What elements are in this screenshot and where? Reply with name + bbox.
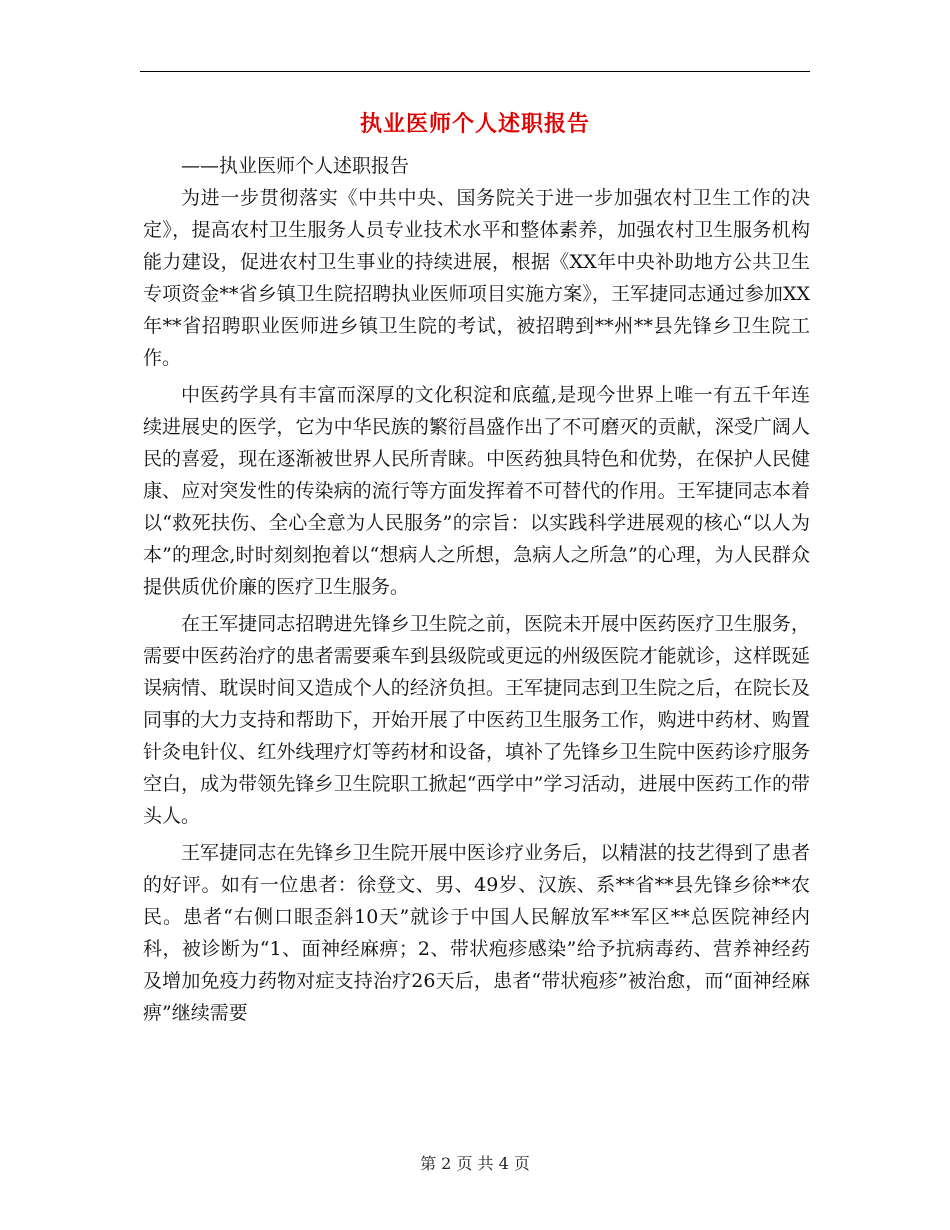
paragraph: 王军捷同志在先锋乡卫生院开展中医诊疗业务后，以精湛的技艺得到了患者的好评。如有一位患者：徐登文、男、49岁、汉族、系**省**县先锋乡徐**农民。患者“右侧口眼歪斜10天”就诊于中国人民解放军**军区**总医院神经内科，被诊断为“1、面神经麻痹；2、带状疱疹感染”给予抗病毒药、营养神经药及增加免疫力药物对症支持治疗26天后，患者“带状疱疹”被治愈，而“面神经麻痹”继续需要 (143, 842, 810, 1024)
paragraph: 为进一步贯彻落实《中共中央、国务院关于进一步加强农村卫生工作的决定》，提高农村卫生服务人员专业技术水平和整体素养，加强农村卫生服务机构能力建设，促进农村卫生事业的持续进展，根据《XX年中央补助地方公共卫生专项资金**省乡镇卫生院招聘执业医师项目实施方案》，王军捷同志通过参加XX年**省招聘职业医师进乡镇卫生院的考试，被招聘到**州**县先锋乡卫生院工作。 (143, 187, 810, 369)
document-title: 执业医师个人述职报告 (359, 111, 590, 137)
paragraph: 在王军捷同志招聘进先锋乡卫生院之前，医院未开展中医药医疗卫生服务，需要中医药治疗的患者需要乘车到县级院或更远的州级医院才能就诊，这样既延误病情、耽误时间又造成个人的经济负担。王军捷同志到卫生院之后，在院长及同事的大力支持和帮助下，开始开展了中医药卫生服务工作，购进中药材、购置针灸电针仪、红外线理疗灯等药材和设备，填补了先锋乡卫生院中医药诊疗服务空白，成为带领先锋乡卫生院职工掀起“西学中”学习活动，进展中医药工作的带头人。 (143, 613, 810, 827)
document-subtitle: ——执业医师个人述职报告 (181, 155, 410, 177)
page-number: 第 2 页 共 4 页 (420, 1154, 530, 1173)
document-body (143, 150, 810, 1034)
header-rule (140, 71, 810, 72)
paragraph: 中医药学具有丰富而深厚的文化积淀和底蕴,是现今世界上唯一有五千年连续进展史的医学，它为中华民族的繁衍昌盛作出了不可磨灭的贡献，深受广阔人民的喜爱，现在逐渐被世界人民所青睐。中医药独具特色和优势，在保护人民健康、应对突发性的传染病的流行等方面发挥着不可替代的作用。王军捷同志本着以“救死扶伤、全心全意为人民服务”的宗旨：以实践科学进展观的核心“以人为本”的理念,时时刻刻抱着以“想病人之所想，急病人之所急”的心理，为人民群众提供质优价廉的医疗卫生服务。 (143, 384, 810, 598)
